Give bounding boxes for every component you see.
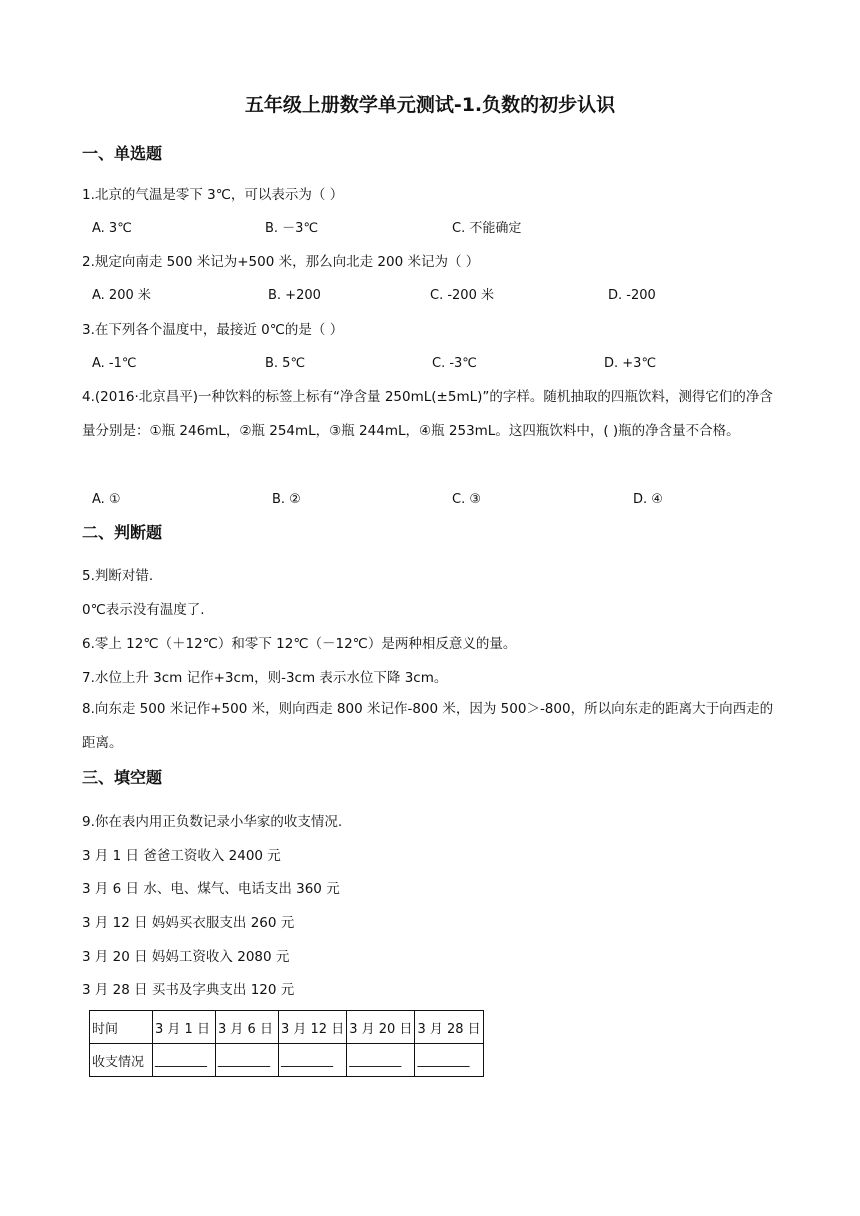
q1-option-c: C. 不能确定 xyxy=(452,221,522,236)
section-heading-single-choice: 一、单选题 xyxy=(82,144,163,163)
answer-blank[interactable]: ________ xyxy=(347,1044,415,1077)
question-4: 4.(2016·北京昌平)一种饮料的标签上标有“净含量 250mL(±5mL)”的字样。随机抽取的四瓶饮料，测得它们的净含量分别是：①瓶 246mL，②瓶 254mL，③瓶 244mL，④瓶 253mL。这四瓶饮料中，( )瓶的净含量不合格。 xyxy=(82,389,773,439)
table-header-cell: 时间 xyxy=(90,1011,153,1044)
record-line: 3 月 28 日 买书及字典支出 120 元 xyxy=(82,982,295,998)
section-heading-true-false: 二、判断题 xyxy=(82,523,163,542)
table-date-cell: 3 月 6 日 xyxy=(216,1011,279,1044)
q3-option-b: B. 5℃ xyxy=(265,356,306,371)
question-9: 9.你在表内用正负数记录小华家的收支情况. xyxy=(82,814,343,830)
income-expense-table xyxy=(89,1010,484,1077)
answer-blank[interactable]: ________ xyxy=(216,1044,279,1077)
table-row-label: 收支情况 xyxy=(90,1044,153,1077)
table-date-cell: 3 月 1 日 xyxy=(153,1011,216,1044)
question-5-statement: 0℃表示没有温度了. xyxy=(82,602,205,618)
record-line: 3 月 1 日 爸爸工资收入 2400 元 xyxy=(82,848,281,864)
question-3: 3.在下列各个温度中，最接近 0℃的是（ ） xyxy=(82,322,344,338)
answer-blank[interactable]: ________ xyxy=(415,1044,483,1077)
question-5: 5.判断对错. xyxy=(82,568,154,584)
answer-blank[interactable]: ________ xyxy=(279,1044,347,1077)
question-2: 2.规定向南走 500 米记为+500 米，那么向北走 200 米记为（ ） xyxy=(82,254,480,270)
page-title: 五年级上册数学单元测试-1.负数的初步认识 xyxy=(244,94,616,116)
q2-option-c: C. -200 米 xyxy=(430,288,494,303)
question-7: 7.水位上升 3cm 记作+3cm，则-3cm 表示水位下降 3cm。 xyxy=(82,670,448,686)
q2-option-d: D. -200 xyxy=(608,288,656,303)
table-date-cell: 3 月 12 日 xyxy=(279,1011,347,1044)
q3-option-d: D. +3℃ xyxy=(604,356,657,371)
record-line: 3 月 12 日 妈妈买衣服支出 260 元 xyxy=(82,915,295,931)
q1-option-a: A. 3℃ xyxy=(92,221,132,236)
record-line: 3 月 20 日 妈妈工资收入 2080 元 xyxy=(82,949,290,965)
question-8: 8.向东走 500 米记作+500 米，则向西走 800 米记作-800 米，因为 500＞-800，所以向东走的距离大于向西走的距离。 xyxy=(82,701,774,751)
q2-option-a: A. 200 米 xyxy=(92,288,151,303)
q3-option-a: A. -1℃ xyxy=(92,356,137,371)
q2-option-b: B. +200 xyxy=(268,288,321,303)
table-date-cell: 3 月 28 日 xyxy=(415,1011,483,1044)
q3-option-c: C. -3℃ xyxy=(432,356,477,371)
answer-blank[interactable]: ________ xyxy=(153,1044,216,1077)
section-heading-fill-in: 三、填空题 xyxy=(82,768,163,787)
question-6: 6.零上 12℃（＋12℃）和零下 12℃（－12℃）是两种相反意义的量。 xyxy=(82,636,517,652)
q4-option-b: B. ② xyxy=(272,492,301,507)
record-line: 3 月 6 日 水、电、煤气、电话支出 360 元 xyxy=(82,881,340,897)
q4-option-a: A. ① xyxy=(92,492,121,507)
question-1: 1.北京的气温是零下 3℃，可以表示为（ ） xyxy=(82,187,344,203)
table-row xyxy=(90,1011,484,1044)
q1-option-b: B. －3℃ xyxy=(265,221,319,236)
q4-option-d: D. ④ xyxy=(633,492,663,507)
q4-option-c: C. ③ xyxy=(452,492,481,507)
table-row xyxy=(90,1044,484,1077)
table-date-cell: 3 月 20 日 xyxy=(347,1011,415,1044)
